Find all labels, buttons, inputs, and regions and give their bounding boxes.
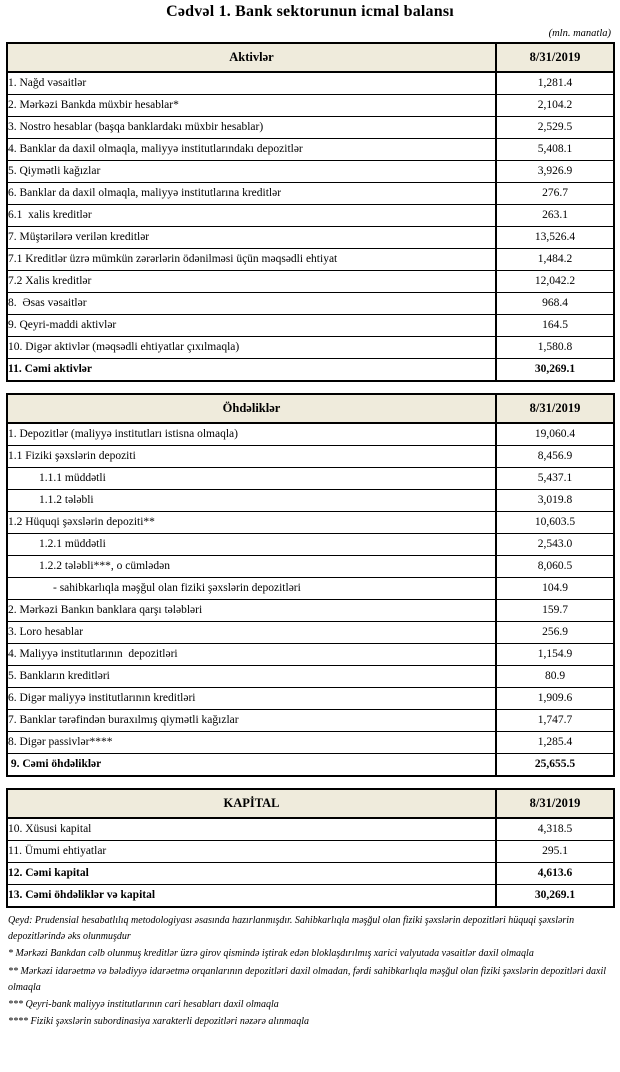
row-label: 1. Depozitlər (maliyyə institutları istisna olmaqla) bbox=[7, 423, 496, 446]
footnote: **** Fiziki şəxslərin subordinasiya xarakterli depozitləri nəzərə alınmaqla bbox=[8, 1016, 309, 1028]
row-label: 1.2 Hüquqi şəxslərin depoziti** bbox=[7, 512, 496, 534]
table-row bbox=[7, 863, 614, 885]
row-value: 276.7 bbox=[496, 183, 614, 205]
row-label: 2. Mərkəzi Bankın banklara qarşı tələbləri bbox=[7, 600, 496, 622]
row-label: 6. Banklar da daxil olmaqla, maliyyə institutlarına kreditlər bbox=[7, 183, 496, 205]
row-label: 5. Qiymətli kağızlar bbox=[7, 161, 496, 183]
row-value: 1,909.6 bbox=[496, 688, 614, 710]
liabilities-table bbox=[6, 393, 615, 777]
row-label: 2. Mərkəzi Bankda müxbir hesablar* bbox=[7, 95, 496, 117]
date-column-header: 8/31/2019 bbox=[496, 43, 614, 72]
table-row bbox=[7, 841, 614, 863]
row-label: 12. Cəmi kapital bbox=[7, 863, 496, 885]
row-value: 5,437.1 bbox=[496, 468, 614, 490]
row-value: 13,526.4 bbox=[496, 227, 614, 249]
table-row bbox=[7, 644, 614, 666]
row-label: 5. Bankların kreditləri bbox=[7, 666, 496, 688]
footnotes bbox=[8, 913, 610, 1030]
row-value: 10,603.5 bbox=[496, 512, 614, 534]
table-row bbox=[7, 578, 614, 600]
row-label: 6.1 xalis kreditlər bbox=[7, 205, 496, 227]
table-row bbox=[7, 359, 614, 382]
section-header: KAPİTAL bbox=[7, 789, 496, 818]
row-label: 4. Maliyyə institutlarının depozitləri bbox=[7, 644, 496, 666]
row-value: 5,408.1 bbox=[496, 139, 614, 161]
table-row bbox=[7, 688, 614, 710]
row-label: - sahibkarlıqla məşğul olan fiziki şəxslərin depozitləri bbox=[7, 578, 496, 600]
table-row bbox=[7, 446, 614, 468]
row-label: 13. Cəmi öhdəliklər və kapital bbox=[7, 885, 496, 908]
row-value: 2,543.0 bbox=[496, 534, 614, 556]
section-header: Öhdəliklər bbox=[7, 394, 496, 423]
table-row bbox=[7, 315, 614, 337]
table-row bbox=[7, 732, 614, 754]
row-label: 7.1 Kreditlər üzrə mümkün zərərlərin ödənilməsi üçün məqsədli ehtiyat bbox=[7, 249, 496, 271]
row-value: 4,318.5 bbox=[496, 818, 614, 841]
row-label: 10. Digər aktivlər (məqsədli ehtiyatlar çıxılmaqla) bbox=[7, 337, 496, 359]
row-value: 1,484.2 bbox=[496, 249, 614, 271]
row-label: 6. Digər maliyyə institutlarının kreditləri bbox=[7, 688, 496, 710]
row-value: 1,285.4 bbox=[496, 732, 614, 754]
table-row bbox=[7, 754, 614, 777]
table-row bbox=[7, 161, 614, 183]
row-value: 1,580.8 bbox=[496, 337, 614, 359]
table-row bbox=[7, 183, 614, 205]
table-header-row bbox=[7, 394, 614, 423]
row-value: 159.7 bbox=[496, 600, 614, 622]
row-value: 295.1 bbox=[496, 841, 614, 863]
row-value: 19,060.4 bbox=[496, 423, 614, 446]
table-row bbox=[7, 139, 614, 161]
row-label: 9. Cəmi öhdəliklər bbox=[7, 754, 496, 777]
row-label: 9. Qeyri-maddi aktivlər bbox=[7, 315, 496, 337]
assets-table bbox=[6, 42, 615, 382]
date-column-header: 8/31/2019 bbox=[496, 789, 614, 818]
row-value: 30,269.1 bbox=[496, 885, 614, 908]
row-label: 1.1 Fiziki şəxslərin depoziti bbox=[7, 446, 496, 468]
row-value: 30,269.1 bbox=[496, 359, 614, 382]
section-header: Aktivlər bbox=[7, 43, 496, 72]
table-row bbox=[7, 885, 614, 908]
row-label: 4. Banklar da daxil olmaqla, maliyyə institutlarındakı depozitlər bbox=[7, 139, 496, 161]
row-label: 7. Müştərilərə verilən kreditlər bbox=[7, 227, 496, 249]
table-row bbox=[7, 249, 614, 271]
row-label: 7. Banklar tərəfindən buraxılmış qiymətli kağızlar bbox=[7, 710, 496, 732]
table-row bbox=[7, 490, 614, 512]
row-label: 11. Cəmi aktivlər bbox=[7, 359, 496, 382]
date-column-header: 8/31/2019 bbox=[496, 394, 614, 423]
table-row bbox=[7, 600, 614, 622]
row-label: 8. Əsas vəsaitlər bbox=[7, 293, 496, 315]
row-value: 104.9 bbox=[496, 578, 614, 600]
row-value: 256.9 bbox=[496, 622, 614, 644]
unit-note: (mln. manatla) bbox=[548, 28, 611, 39]
row-value: 1,281.4 bbox=[496, 72, 614, 95]
row-value: 3,926.9 bbox=[496, 161, 614, 183]
row-label: 10. Xüsusi kapital bbox=[7, 818, 496, 841]
table-header-row bbox=[7, 43, 614, 72]
footnote: * Mərkəzi Bankdan cəlb olunmuş kreditlər üzrə girov qismində iştirak edən bloklaşdırılmış xarici valyutada vəsaitlər daxil olmaqla bbox=[8, 948, 534, 960]
row-value: 3,019.8 bbox=[496, 490, 614, 512]
table-row bbox=[7, 117, 614, 139]
footnote: Qeyd: Prudensial hesabatlılıq metodologiyası əsasında hazırlanmışdır. Sahibkarlıqla məşğul olan fiziki şəxslərin depozitləri hüquqi şəxslərin depozitlərində əks olunmuşdur bbox=[8, 915, 575, 943]
row-value: 2,104.2 bbox=[496, 95, 614, 117]
row-value: 968.4 bbox=[496, 293, 614, 315]
table-header-row bbox=[7, 789, 614, 818]
table-row bbox=[7, 271, 614, 293]
row-value: 1,154.9 bbox=[496, 644, 614, 666]
row-label: 1.2.2 tələbli***, o cümlədən bbox=[7, 556, 496, 578]
row-value: 4,613.6 bbox=[496, 863, 614, 885]
row-label: 1. Nağd vəsaitlər bbox=[7, 72, 496, 95]
table-row bbox=[7, 710, 614, 732]
row-label: 3. Loro hesablar bbox=[7, 622, 496, 644]
table-row bbox=[7, 666, 614, 688]
table-row bbox=[7, 818, 614, 841]
row-value: 80.9 bbox=[496, 666, 614, 688]
table-row bbox=[7, 293, 614, 315]
table-row bbox=[7, 534, 614, 556]
table-row bbox=[7, 622, 614, 644]
table-row bbox=[7, 205, 614, 227]
row-value: 8,060.5 bbox=[496, 556, 614, 578]
row-value: 263.1 bbox=[496, 205, 614, 227]
row-value: 12,042.2 bbox=[496, 271, 614, 293]
row-label: 1.1.1 müddətli bbox=[7, 468, 496, 490]
table-row bbox=[7, 227, 614, 249]
table-row bbox=[7, 468, 614, 490]
page-title: Cədvəl 1. Bank sektorunun icmal balansı bbox=[166, 3, 454, 20]
row-label: 7.2 Xalis kreditlər bbox=[7, 271, 496, 293]
capital-table bbox=[6, 788, 615, 908]
row-value: 8,456.9 bbox=[496, 446, 614, 468]
table-row bbox=[7, 72, 614, 95]
footnote: ** Mərkəzi idarəetmə və bələdiyyə idarəetmə orqanlarının depozitləri daxil olmadan, fərdi sahibkarlıqla məşğul olan fiziki şəxslərin depozitləri daxil olmaqla bbox=[8, 965, 607, 993]
row-label: 1.2.1 müddətli bbox=[7, 534, 496, 556]
row-value: 25,655.5 bbox=[496, 754, 614, 777]
row-value: 164.5 bbox=[496, 315, 614, 337]
table-row bbox=[7, 95, 614, 117]
footnote: *** Qeyri-bank maliyyə institutlarının cari hesabları daxil olmaqla bbox=[8, 998, 279, 1010]
row-value: 2,529.5 bbox=[496, 117, 614, 139]
row-label: 3. Nostro hesablar (başqa banklardakı müxbir hesablar) bbox=[7, 117, 496, 139]
table-row bbox=[7, 512, 614, 534]
row-value: 1,747.7 bbox=[496, 710, 614, 732]
table-row bbox=[7, 337, 614, 359]
row-label: 1.1.2 tələbli bbox=[7, 490, 496, 512]
table-row bbox=[7, 423, 614, 446]
row-label: 8. Digər passivlər**** bbox=[7, 732, 496, 754]
table-row bbox=[7, 556, 614, 578]
row-label: 11. Ümumi ehtiyatlar bbox=[7, 841, 496, 863]
